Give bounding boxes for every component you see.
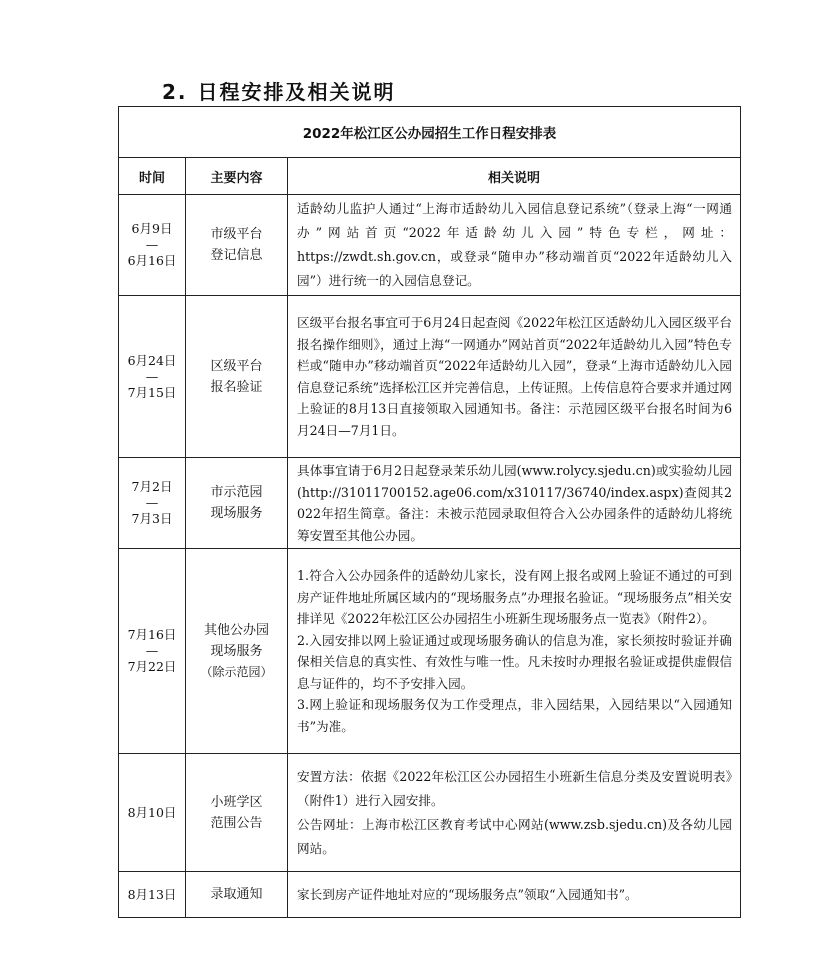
- section-heading: [162, 76, 396, 105]
- table-row: [119, 296, 741, 458]
- desc-paragraph: 区级平台报名事宜可于6月24日起查阅《2022年松江区适龄幼儿入园区级平台报名操作细则》，通过上海“一网通办”网站首页“2022年适龄幼儿入园”特色专栏或“随申办”移动端首页“2022年适龄幼儿入园”，登录“上海市适龄幼儿入园信息登记系统”选择松江区并完善信息，上传证照。上传信息符合要求并通过网上验证的8月13日直接领取入园通知书。备注：示范园区级平台报名时间为6月24日—7月1日。: [297, 315, 733, 438]
- desc-cell: [288, 549, 741, 754]
- content-line: 市级平台: [210, 227, 263, 242]
- section-title: 日程安排及相关说明: [197, 80, 396, 104]
- content-cell: [186, 872, 288, 918]
- table-row: [119, 754, 741, 872]
- table-row: [119, 458, 741, 549]
- desc-cell: [288, 195, 741, 296]
- desc-cell: [288, 872, 741, 918]
- time-cell: [119, 549, 186, 754]
- desc-paragraph: 具体事宜请于6月2日起登录茉乐幼儿园(www.rolycy.sjedu.cn)或实验幼儿园(http://31011700152.age06.com/x310117/36740/index.aspx)查阅其2022年招生简章。备注：未被示范园录取但符合入公办园条件的适龄幼儿将统筹安置至其他公办园。: [297, 463, 733, 543]
- content-line: 市示范园: [210, 485, 263, 500]
- header-content: 主要内容: [186, 158, 288, 195]
- content-line: 登记信息: [210, 248, 263, 263]
- desc-paragraph: 适龄幼儿监护人通过“上海市适龄幼儿入园信息登记系统”（登录上海“一网通办”网站首页“2022年适龄幼儿入园”特色专栏，网址：https://zwdt.sh.gov.cn，或登录“随申办”移动端首页“2022年适龄幼儿入园”）进行统一的入园信息登记。: [297, 201, 733, 288]
- content-cell: [186, 549, 288, 754]
- time-cell: [119, 296, 186, 458]
- section-number: 2.: [162, 80, 188, 104]
- date-start: 7月2日: [131, 479, 173, 494]
- header-desc: 相关说明: [288, 158, 741, 195]
- desc-paragraph: 家长到房产证件地址对应的“现场服务点”领取“入园通知书”。: [297, 886, 638, 902]
- content-line: 区级平台: [210, 358, 263, 374]
- desc-paragraph: 1.符合入公办园条件的适龄幼儿家长，没有网上报名或网上验证不通过的可到房产证件地址所属区域内的“现场服务点”办理报名验证。“现场服务点”相关安排详见《2022年松江区公办园招生小班新生现场服务点一览表》（附件2）。: [297, 568, 733, 626]
- header-time: 时间: [119, 158, 186, 195]
- content-cell: [186, 754, 288, 872]
- desc-paragraph: 公告网址：上海市松江区教育考试中心网站(www.zsb.sjedu.cn)及各幼儿园网站。: [297, 816, 733, 856]
- desc-paragraph: 2.入园安排以网上验证通过或现场服务确认的信息为准，家长须按时验证并确保相关信息的真实性、有效性与唯一性。凡未按时办理报名验证或提供虚假信息与证件的，均不予安排入园。: [297, 632, 733, 691]
- content-line: 现场服务: [210, 643, 263, 659]
- content-line: 现场服务: [210, 506, 263, 521]
- date-end: 7月22日: [127, 659, 177, 674]
- time-cell: [119, 754, 186, 872]
- time-cell: [119, 195, 186, 296]
- date-end: 7月15日: [127, 384, 177, 400]
- table-row: [119, 872, 741, 918]
- desc-paragraph: 安置方法：依据《2022年松江区公办园招生小班新生信息分类及安置说明表》（附件1）进行入园安排。: [297, 768, 733, 808]
- date-dash: —: [145, 495, 159, 510]
- desc-cell: [288, 458, 741, 549]
- date-dash: —: [145, 368, 159, 384]
- date-start: 6月9日: [131, 221, 173, 236]
- date-dash: —: [145, 237, 159, 252]
- table-row: [119, 549, 741, 754]
- date-start: 7月16日: [127, 627, 177, 642]
- desc-paragraph: 3.网上验证和现场服务仅为工作受理点，非入园结果，入园结果以“入园通知书”为准。: [297, 697, 733, 734]
- table-title: 2022年松江区公办园招生工作日程安排表: [119, 107, 741, 158]
- date-start: 8月10日: [127, 804, 177, 820]
- content-cell: [186, 458, 288, 549]
- content-cell: [186, 296, 288, 458]
- content-line: 范围公告: [210, 815, 263, 831]
- table-row: [119, 195, 741, 296]
- date-end: 7月3日: [131, 511, 173, 526]
- content-line: 报名验证: [210, 379, 263, 395]
- date-start: 6月24日: [127, 352, 177, 368]
- date-start: 8月13日: [127, 886, 177, 902]
- content-cell: [186, 195, 288, 296]
- content-line: 其他公办园: [203, 622, 269, 638]
- desc-cell: [288, 296, 741, 458]
- content-note: （除示范园）: [200, 664, 273, 679]
- date-end: 6月16日: [127, 253, 177, 268]
- schedule-table: [118, 106, 741, 918]
- time-cell: [119, 458, 186, 549]
- date-dash: —: [145, 643, 159, 658]
- content-line: 小班学区: [210, 794, 263, 810]
- time-cell: [119, 872, 186, 918]
- desc-cell: [288, 754, 741, 872]
- content-line: 录取通知: [210, 887, 263, 902]
